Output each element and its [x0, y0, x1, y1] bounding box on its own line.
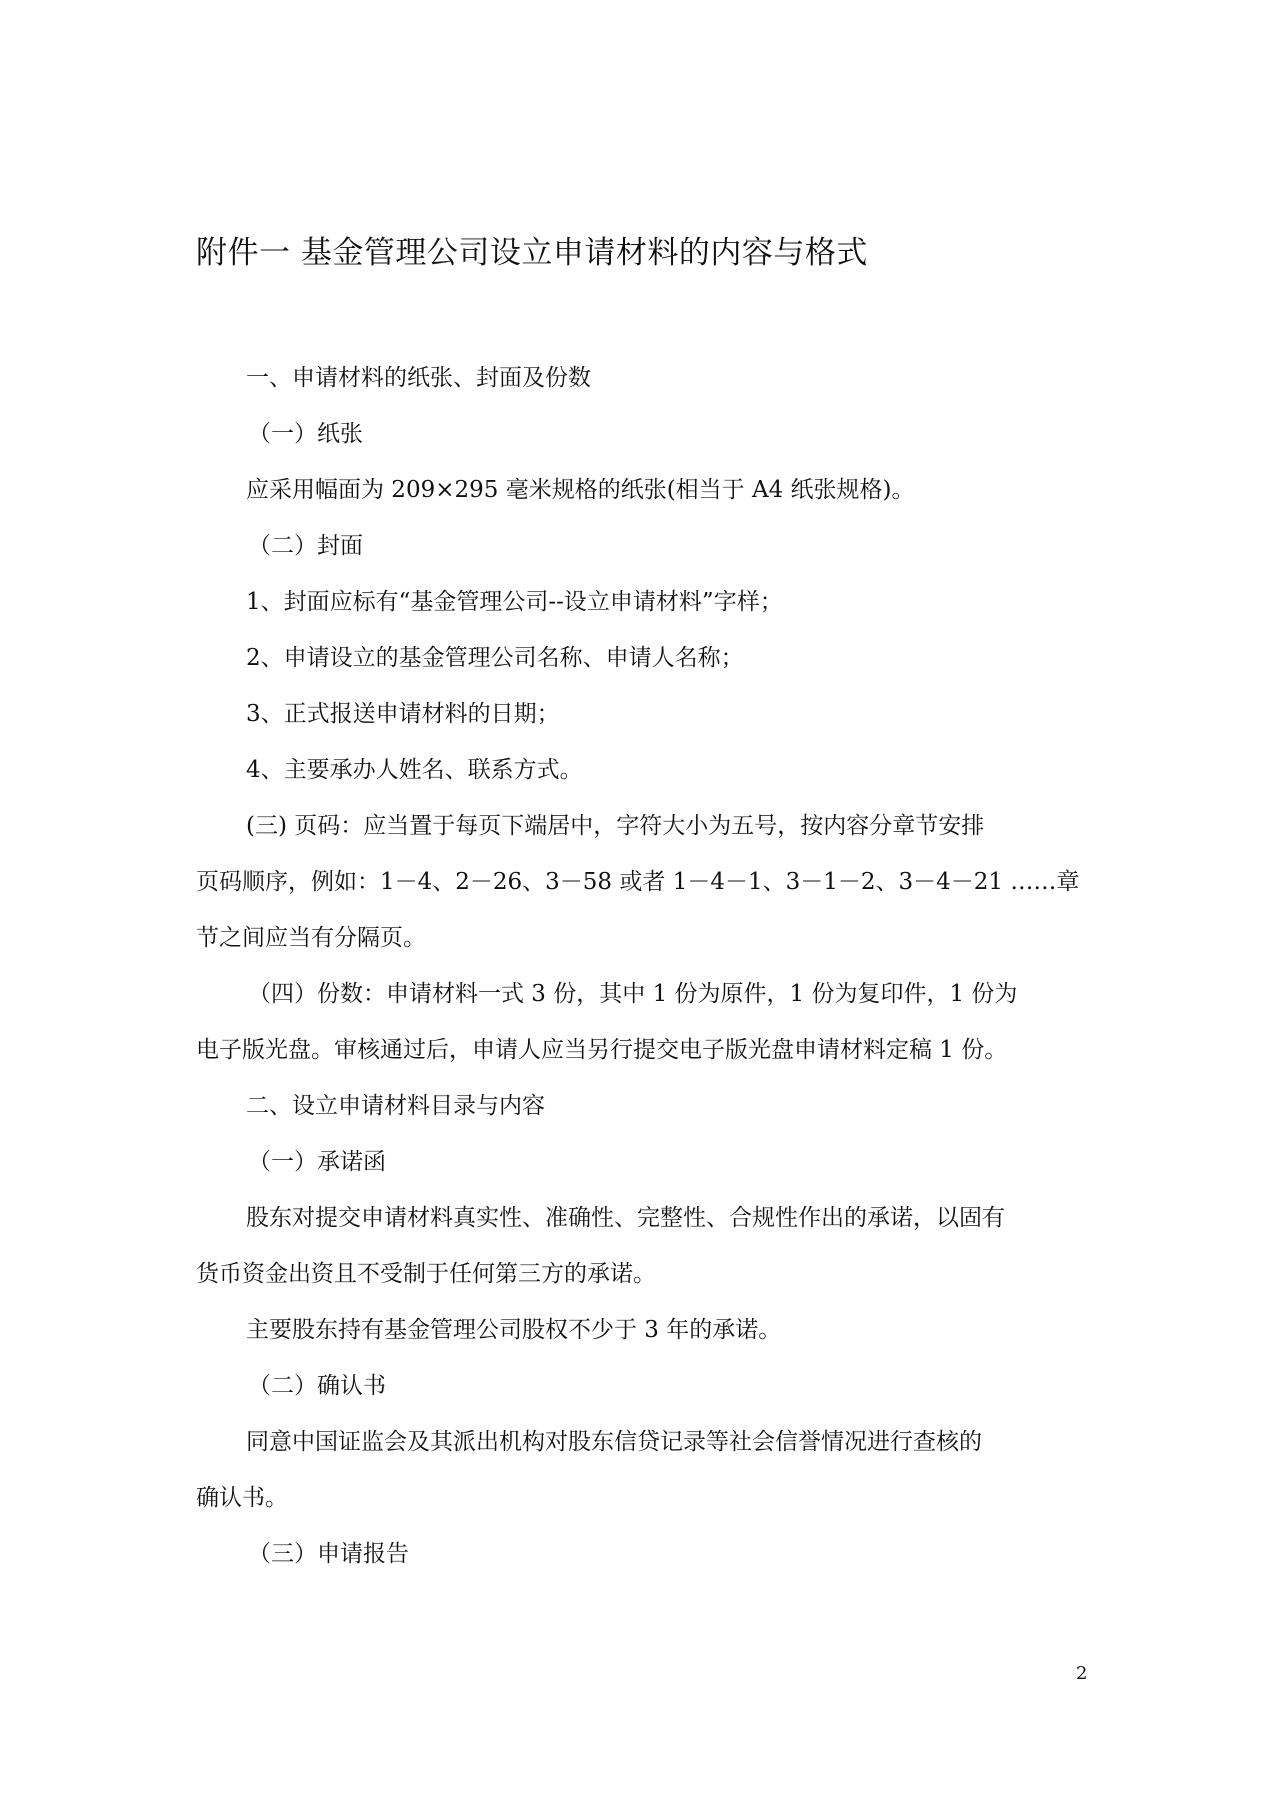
paragraph-page-number-line-2: 页码顺序，例如：1－4、2－26、3－58 或者 1－4－1、3－1－2、3－4－21 ……章: [196, 869, 1080, 895]
list-item-cover-4: 4、主要承办人姓名、联系方式。: [246, 757, 583, 783]
paragraph-paper-spec: 应采用幅面为 209×295 毫米规格的纸张(相当于 A4 纸张规格)。: [246, 477, 915, 503]
paragraph-copies-line-2: 电子版光盘。审核通过后，申请人应当另行提交电子版光盘申请材料定稿 1 份。: [196, 1037, 1008, 1063]
subsection-cover: （二）封面: [248, 533, 363, 559]
paragraph-confirmation-line-1: 同意中国证监会及其派出机构对股东信贷记录等社会信誉情况进行查核的: [246, 1429, 982, 1455]
document-body: [196, 350, 1096, 1582]
paragraph-copies-line-1: （四）份数：申请材料一式 3 份，其中 1 份为原件，1 份为复印件，1 份为: [248, 981, 1018, 1007]
subsection-confirmation: （二）确认书: [248, 1373, 386, 1399]
list-item-cover-2: 2、申请设立的基金管理公司名称、申请人名称；: [246, 645, 744, 671]
paragraph-shareholder-commitment: 主要股东持有基金管理公司股权不少于 3 年的承诺。: [246, 1317, 782, 1343]
document-title: 附件一 基金管理公司设立申请材料的内容与格式: [196, 235, 868, 271]
subsection-commitment-letter: （一）承诺函: [248, 1149, 386, 1175]
paragraph-page-number-line-3: 节之间应当有分隔页。: [196, 925, 426, 951]
paragraph-confirmation-line-2: 确认书。: [196, 1485, 288, 1511]
paragraph-commitment-line-1: 股东对提交申请材料真实性、准确性、完整性、合规性作出的承诺，以固有: [246, 1205, 1005, 1231]
list-item-cover-1: 1、封面应标有“基金管理公司--设立申请材料”字样；: [246, 589, 783, 615]
paragraph-page-number-line-1: (三) 页码：应当置于每页下端居中，字符大小为五号，按内容分章节安排: [246, 813, 985, 839]
paragraph-commitment-line-2: 货币资金出资且不受制于任何第三方的承诺。: [196, 1261, 656, 1287]
subsection-paper: （一）纸张: [248, 421, 363, 447]
section-heading-1: 一、申请材料的纸张、封面及份数: [246, 365, 591, 391]
list-item-cover-3: 3、正式报送申请材料的日期；: [246, 701, 560, 727]
subsection-application-report: （三）申请报告: [248, 1541, 409, 1567]
section-heading-2: 二、设立申请材料目录与内容: [246, 1093, 545, 1119]
page-number: 2: [1076, 1663, 1088, 1684]
